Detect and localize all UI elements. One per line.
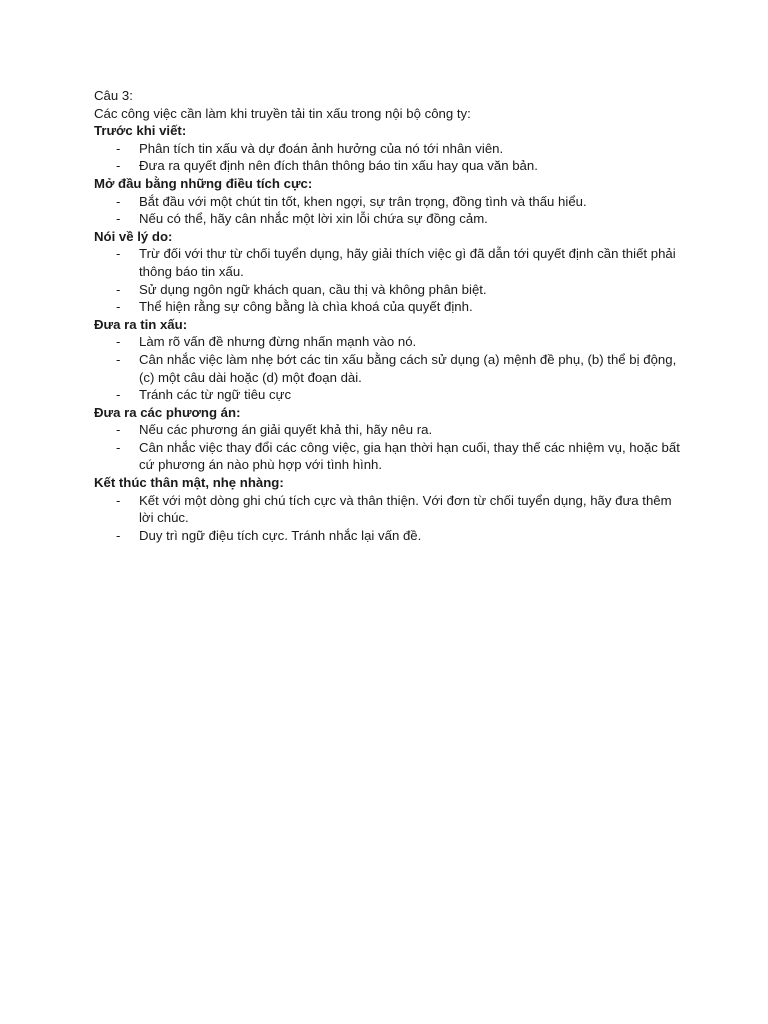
bullet-dash: - — [116, 193, 121, 209]
bullet-dash: - — [116, 422, 121, 438]
list-item-text: Sử dụng ngôn ngữ khách quan, cầu thị và không phân biệt. — [139, 281, 487, 297]
document-page — [94, 87, 684, 544]
bullet-dash: - — [116, 211, 121, 227]
bullet-dash: - — [116, 246, 121, 262]
sections-container — [94, 122, 684, 544]
section-heading: Đưa ra các phương án: — [94, 404, 241, 420]
bullet-list — [94, 140, 684, 175]
bullet-dash: - — [116, 281, 121, 297]
list-item-text: Nếu có thể, hãy cân nhắc một lời xin lỗi chứa sự đồng cảm. — [139, 211, 488, 227]
section-heading: Kết thúc thân mật, nhẹ nhàng: — [94, 475, 284, 491]
bullet-dash: - — [116, 439, 121, 455]
intro-text: Các công việc cần làm khi truyền tải tin xấu trong nội bộ công ty: — [94, 105, 471, 121]
bullet-list — [94, 421, 684, 474]
list-item — [94, 421, 684, 439]
list-item — [94, 140, 684, 158]
bullet-dash: - — [116, 158, 121, 174]
list-item — [94, 157, 684, 175]
bullet-list — [94, 193, 684, 228]
list-item-text: Bắt đầu với một chút tin tốt, khen ngợi, sự trân trọng, đồng tình và thấu hiểu. — [139, 193, 587, 209]
list-item — [94, 492, 684, 527]
bullet-list — [94, 245, 684, 315]
section-heading: Trước khi viết: — [94, 123, 187, 139]
bullet-dash: - — [116, 492, 121, 508]
list-item-text: Kết với một dòng ghi chú tích cực và thân thiện. Với đơn từ chối tuyển dụng, hãy đưa thêm lời chúc. — [139, 492, 672, 526]
list-item-text: Duy trì ngữ điệu tích cực. Tránh nhắc lại vấn đề. — [139, 527, 422, 543]
list-item-text: Đưa ra quyết định nên đích thân thông báo tin xấu hay qua văn bản. — [139, 158, 538, 174]
list-item — [94, 193, 684, 211]
bullet-dash: - — [116, 299, 121, 315]
list-item — [94, 281, 684, 299]
list-item — [94, 333, 684, 351]
list-item — [94, 298, 684, 316]
list-item — [94, 386, 684, 404]
list-item-text: Tránh các từ ngữ tiêu cực — [139, 387, 292, 403]
list-item-text: Trừ đối với thư từ chối tuyển dụng, hãy giải thích việc gì đã dẫn tới quyết định cần thiết phải thông báo tin xấu. — [139, 246, 676, 279]
list-item-text: Thể hiện rằng sự công bằng là chìa khoá của quyết định. — [139, 299, 473, 315]
bullet-list — [94, 492, 684, 545]
question-label: Câu 3: — [94, 88, 133, 103]
list-item-text: Cân nhắc việc làm nhẹ bớt các tin xấu bằng cách sử dụng (a) mệnh đề phụ, (b) thể bị động, (c) một câu dài hoặc (d) một đoạn dài. — [139, 351, 677, 385]
list-item — [94, 527, 684, 545]
list-item-text: Cân nhắc việc thay đổi các công việc, gia hạn thời hạn cuối, thay thế các nhiệm vụ, hoặc bất cứ phương án nào phù hợp với tình hình. — [139, 439, 680, 473]
list-item — [94, 210, 684, 228]
bullet-dash: - — [116, 334, 121, 350]
section-heading: Mở đầu bằng những điều tích cực: — [94, 175, 313, 191]
bullet-dash: - — [116, 527, 121, 543]
bullet-dash: - — [116, 140, 121, 156]
list-item — [94, 439, 684, 474]
list-item — [94, 351, 684, 386]
section-heading: Đưa ra tin xấu: — [94, 316, 188, 332]
section-heading: Nói về lý do: — [94, 228, 173, 244]
list-item-text: Phân tích tin xấu và dự đoán ảnh hưởng của nó tới nhân viên. — [139, 140, 504, 156]
bullet-dash: - — [116, 387, 121, 403]
list-item-text: Nếu các phương án giải quyết khả thi, hãy nêu ra. — [139, 422, 433, 438]
bullet-dash: - — [116, 351, 121, 367]
bullet-list — [94, 333, 684, 403]
list-item — [94, 245, 684, 280]
list-item-text: Làm rõ vấn đề nhưng đừng nhấn mạnh vào nó. — [139, 334, 417, 350]
